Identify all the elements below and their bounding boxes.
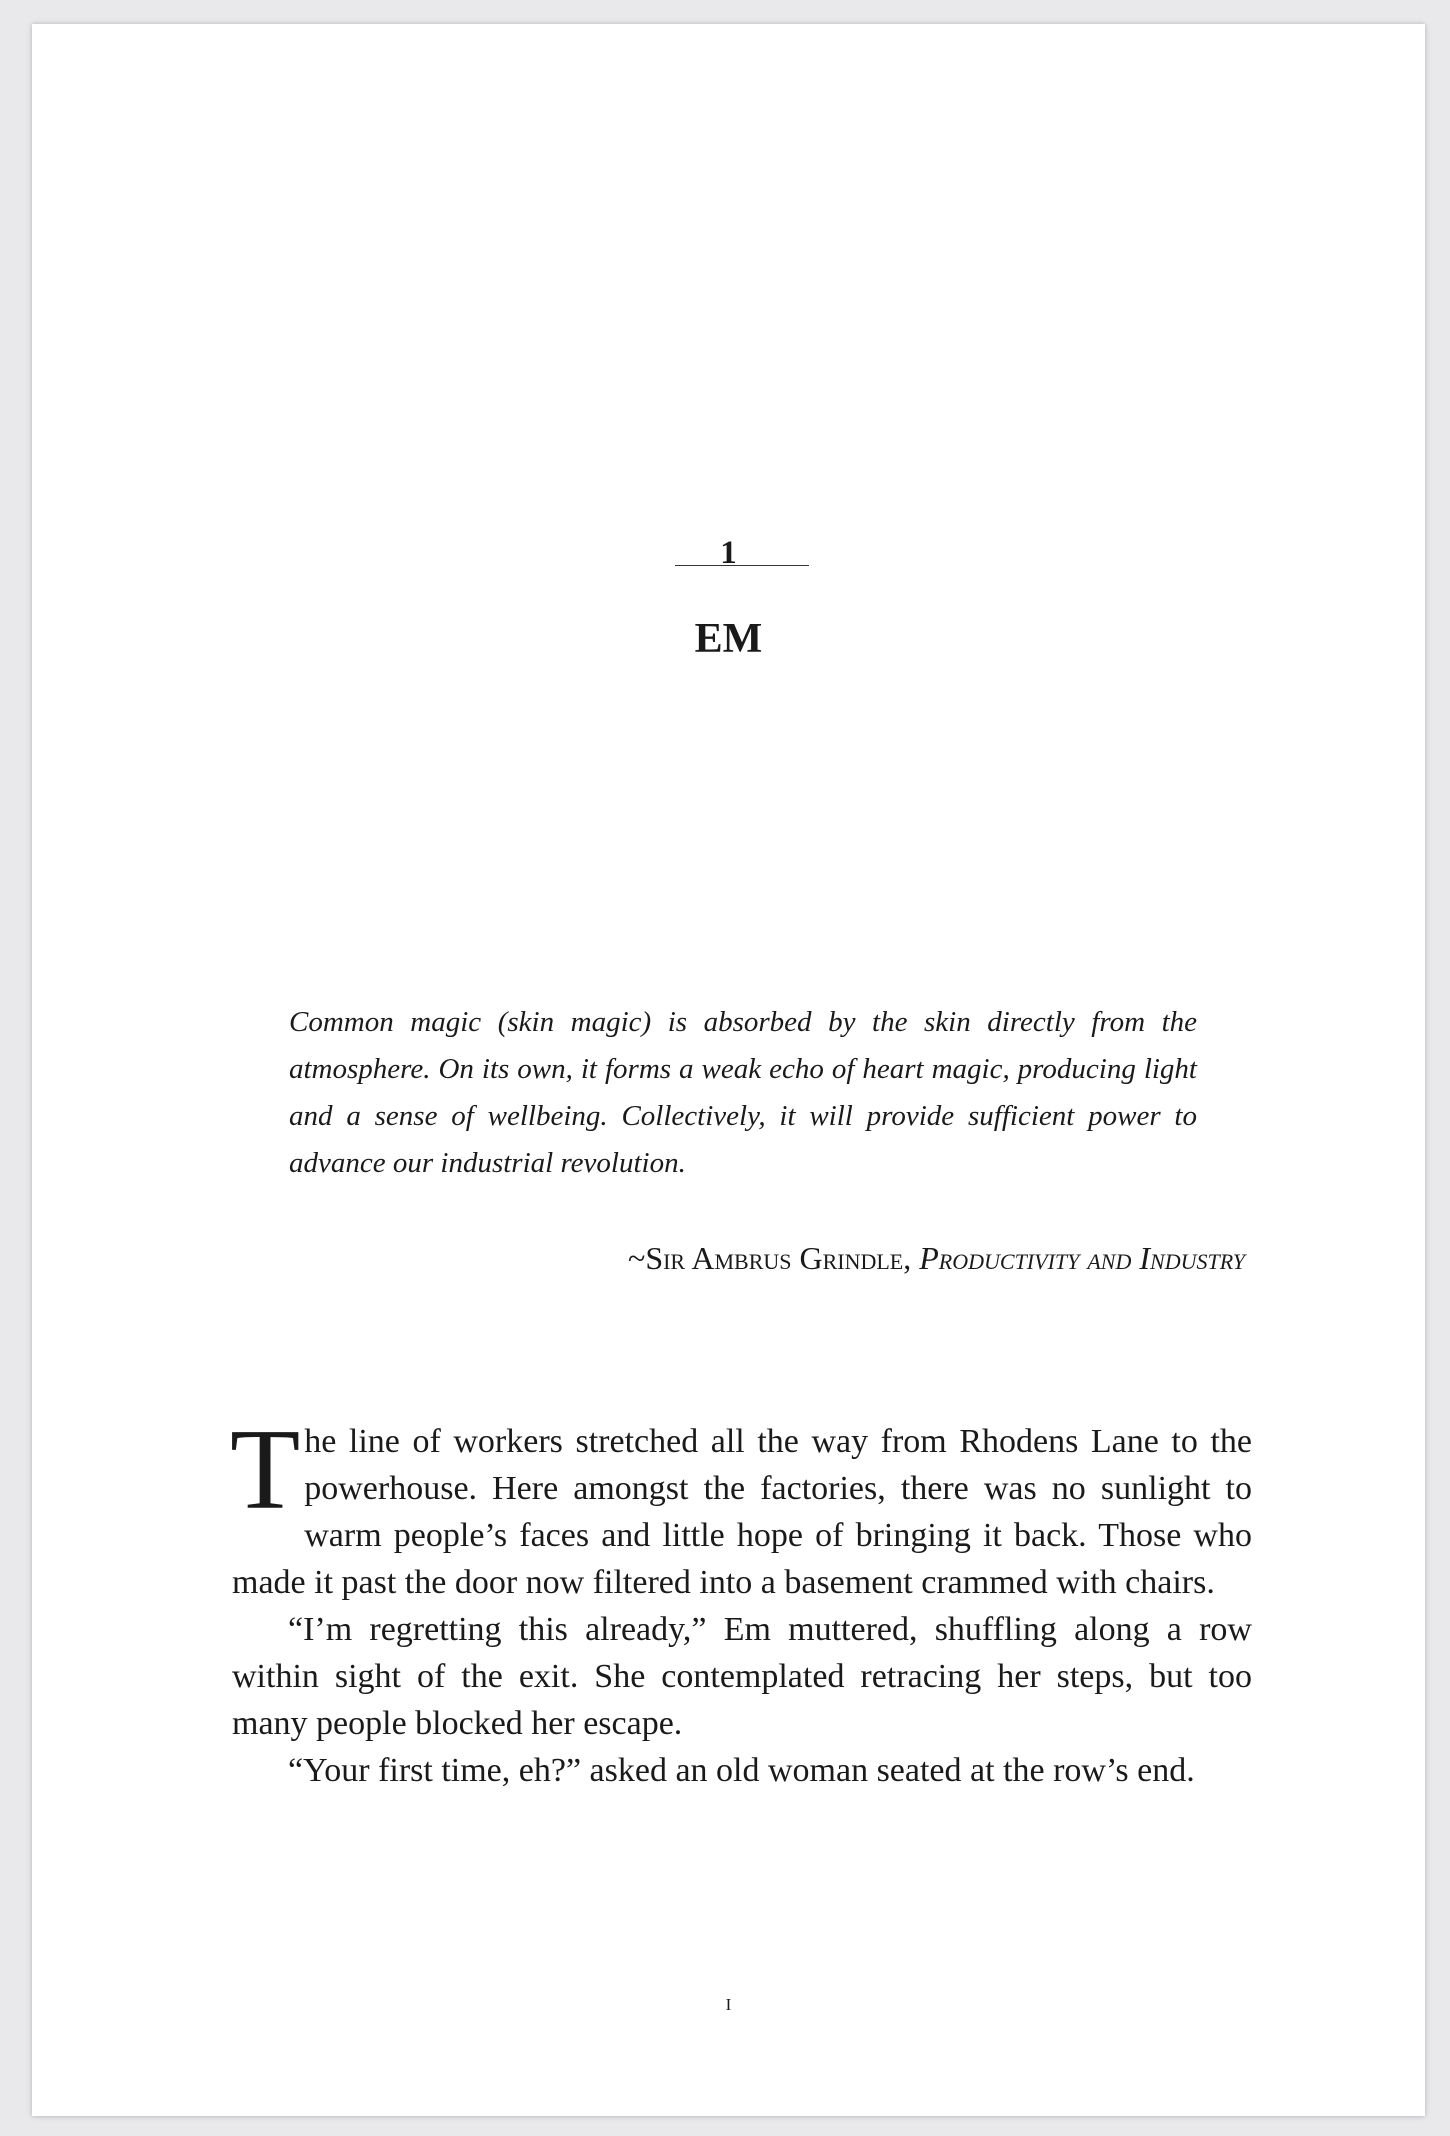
chapter-divider-rule <box>675 565 809 566</box>
attribution-prefix: ~ <box>628 1240 646 1276</box>
book-page <box>32 24 1425 2116</box>
body-paragraph <box>230 1406 1252 1606</box>
page-number: i <box>725 1990 732 2016</box>
epigraph-text: Common magic (skin magic) is absorbed by the skin directly from the atmosphere. On its own, it forms a weak echo of heart magic, producing light and a sense of wellbeing. Collectively, it will provide sufficient power to advance our industrial revolution. <box>289 1006 1197 1179</box>
attribution-source: Productivity and Industry <box>919 1240 1245 1276</box>
chapter-title: EM <box>694 616 763 662</box>
paragraph-text: he line of workers stretched all the way from Rhodens Lane to the powerhouse. Here amongst the factories, there was no sunlight to warm people’s faces and little hope of bringing it back. Those who made it past the door now filtered into a basement crammed with chairs. <box>232 1423 1252 1601</box>
drop-cap: T <box>230 1406 301 1533</box>
chapter-body <box>230 1406 1252 1794</box>
chapter-number: 1 <box>720 535 737 571</box>
epigraph-attribution <box>628 1236 1245 1280</box>
attribution-separator: , <box>903 1240 920 1276</box>
body-paragraph: “I’m regretting this already,” Em muttered, shuffling along a row within sight of the exit. She contemplated retracing her steps, but too many people blocked her escape. <box>232 1611 1252 1742</box>
body-paragraph: “Your first time, eh?” asked an old woman seated at the row’s end. <box>288 1752 1195 1789</box>
attribution-author: Sir Ambrus Grindle <box>645 1240 904 1276</box>
